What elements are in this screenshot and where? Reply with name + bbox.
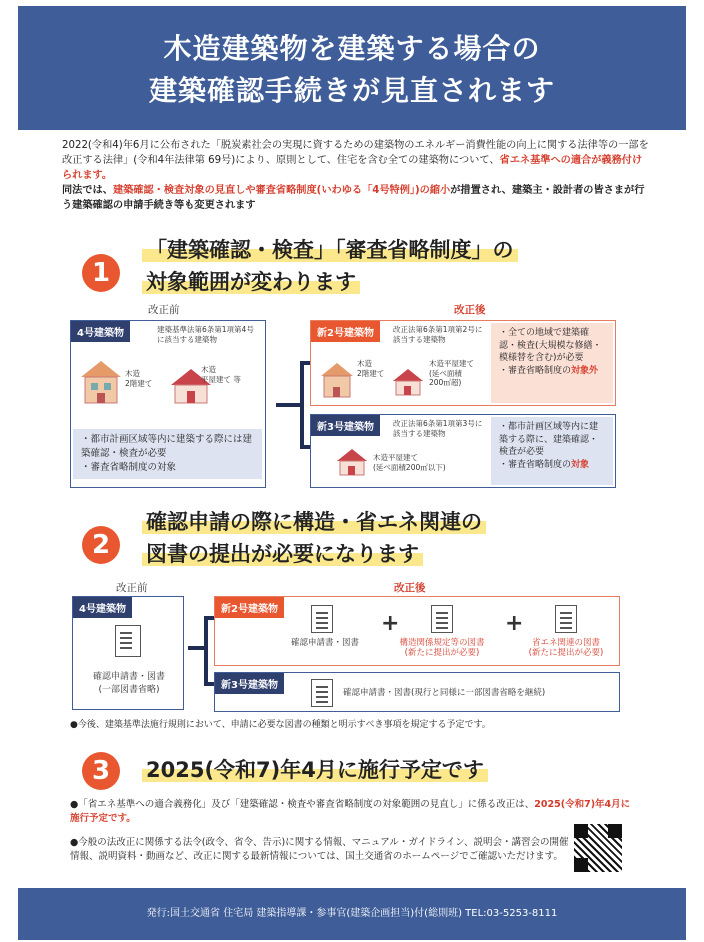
s1-new3-law: 改正法第6条第1項第3号に該当する建築物 xyxy=(393,419,483,438)
house-2story-icon xyxy=(79,359,123,405)
s1-new2-tag: 新2号建築物 xyxy=(311,321,380,342)
s1-new2-note-2: ・審査省略制度の xyxy=(499,365,572,376)
s1-new3-tag: 新3号建築物 xyxy=(311,415,380,436)
qr-code-icon[interactable] xyxy=(574,824,622,872)
s1-before-box xyxy=(70,320,266,488)
s1-new2-law: 改正法第6条第1項第2号に該当する建築物 xyxy=(393,325,483,344)
s1-before-house2-label: 木造 平屋建て 等 xyxy=(201,365,241,384)
s1-before-note-1: ・都市計画区域等内に建築する際には建築確認・検査が必要 xyxy=(81,434,253,459)
intro-p2c: が措置され、建築主・設計者の皆さまが行う建築確認の申請手続き等も変更されます xyxy=(62,185,645,211)
s1-before-law: 建築基準法第6条第1項第4号に該当する建築物 xyxy=(157,325,254,344)
intro-text xyxy=(62,138,652,213)
section-2-title-line1: 確認申請の際に構造・省エネ関連の xyxy=(142,510,486,534)
s1-new2-note-red: 対象外 xyxy=(571,365,599,376)
section-2-title xyxy=(142,506,486,570)
intro-p2a: 同法では、 xyxy=(62,185,113,196)
s1-new3-house-label: 木造平屋建て (延べ面積200㎡以下) xyxy=(373,453,446,472)
s1-new3-box xyxy=(310,414,616,488)
section-2-title-line2: 図書の提出が必要になります xyxy=(142,542,423,566)
s1-new3-note-red: 対象 xyxy=(571,459,590,470)
s2-bracket xyxy=(204,616,214,686)
title-line-2: 建築確認手続きが見直されます xyxy=(148,74,555,107)
s1-new3-note-1: ・都市計画区域等内に建築する際に、建築確認・検査が必要 xyxy=(499,422,599,457)
s2-new2-box xyxy=(214,596,620,666)
s1-new2-note-1: ・全ての地域で建築確認・検査(大規模な修繕・模様替を含む)が必要 xyxy=(499,328,602,363)
s1-before-label: 改正前 xyxy=(148,304,180,316)
s2-after-label: 改正後 xyxy=(394,582,426,594)
s2-before-doc-icon xyxy=(115,625,141,657)
s2-new2-doc1-label: 確認申請書・図書 xyxy=(290,638,359,648)
s2-new2-tag: 新2号建築物 xyxy=(215,597,284,618)
s1-bracket-stem xyxy=(276,403,300,407)
s2-new3-box xyxy=(214,672,620,712)
section-2-number: 2 xyxy=(82,526,120,564)
section-3-number: 3 xyxy=(82,752,120,790)
s2-before-box xyxy=(72,596,184,710)
s1-after-label: 改正後 xyxy=(454,304,486,316)
s2-new2-doc2-label: 構造関係規定等の図書 (新たに提出が必要) xyxy=(399,638,485,658)
s1-before-tag: 4号建築物 xyxy=(71,321,130,342)
s2-new3-doc-icon xyxy=(311,679,333,707)
new2-house-2story-icon xyxy=(319,361,355,399)
s1-new2-notes xyxy=(491,323,613,403)
s3-note1 xyxy=(70,798,634,826)
new2-house-1story-icon xyxy=(391,367,425,397)
plus-icon-1: + xyxy=(381,611,400,636)
footer: 発行:国土交通省 住宅局 建築指導課・参事官(建築企画担当)付(総則班) TEL:03-5253-8111 xyxy=(18,888,686,940)
section-1-title xyxy=(142,234,518,298)
section-1-title-line2: 対象範囲が変わります xyxy=(142,270,360,294)
section-3-title-text: 2025(令和7)年4月に施行予定です xyxy=(142,758,488,782)
new3-house-1story-icon xyxy=(335,447,369,477)
s2-new2-doc3-icon xyxy=(555,605,577,633)
s1-before-house1-label: 木造 2階建て xyxy=(125,369,153,388)
plus-icon-2: + xyxy=(505,611,524,636)
leaflet xyxy=(18,6,686,940)
s2-new2-doc2-icon xyxy=(431,605,453,633)
intro-p1a: 2022(令和4)年6月に公布された「脱炭素社会の実現に資するための建築物のエネルギー消費性能の向上に関する法律等の一部を改正する法律」(令和4年法律第 69号)により、原則として、住宅を含む全ての建築物について、 xyxy=(62,140,649,166)
intro-p2b: 建築確認・検査対象の見直しや審査省略制度(いわゆる「4号特例」)の縮小 xyxy=(112,185,451,196)
intro-p1b: 省エネ基準への適合が義務付けられます。 xyxy=(62,155,643,181)
section-1-title-line1: 「建築確認・検査」「審査省略制度」の xyxy=(142,238,518,262)
s1-new3-note-2: ・審査省略制度の xyxy=(499,459,572,470)
s1-new2-house2-label: 木造平屋建て (延べ面積 200㎡超) xyxy=(429,359,474,387)
s2-new2-doc3-label: 省エネ関連の図書 (新たに提出が必要) xyxy=(528,638,604,658)
s1-new3-notes xyxy=(491,417,613,485)
s3-note2: ●今般の法改正に関係する法令(政令、省令、告示)に関する情報、マニュアル・ガイドライン、説明会・講習会の開催情報、説明資料・動画など、改正に関する最新情報については、国土交通省のホームページでご確認いただけます。 xyxy=(70,837,569,862)
s1-new2-house1-label: 木造 2階建て xyxy=(357,359,385,378)
section-1-number: 1 xyxy=(82,254,120,292)
s2-new2-doc1-icon xyxy=(311,605,333,633)
s3-note1a: ●「省エネ基準への適合義務化」及び「建築確認・検査や審査省略制度の対象範囲の見直し」に係る改正は、 xyxy=(70,799,535,810)
s1-new2-box xyxy=(310,320,616,406)
title-line-1: 木造建築物を建築する場合の xyxy=(163,32,541,65)
s1-before-note-2: ・審査省略制度の対象 xyxy=(81,462,177,473)
s2-new3-tag: 新3号建築物 xyxy=(215,673,284,694)
s1-before-notes xyxy=(73,429,262,479)
s3-note1b: 2025(令和7)年4月に施行予定です。 xyxy=(70,799,631,824)
s2-note: ●今後、建築基準法施行規則において、申請に必要な図書の種類と明示すべき事項を規定する予定です。 xyxy=(70,720,491,730)
section-3-title xyxy=(142,754,488,786)
s2-before-tag: 4号建築物 xyxy=(73,597,132,618)
s2-before-label: 改正前 xyxy=(116,582,148,594)
s2-new3-doc-label: 確認申請書・図書(現行と同様に一部図書省略を継続) xyxy=(343,688,546,698)
s2-before-doc-label: 確認申請書・図書 (一部図書省略) xyxy=(92,672,165,695)
title-banner xyxy=(18,6,686,130)
